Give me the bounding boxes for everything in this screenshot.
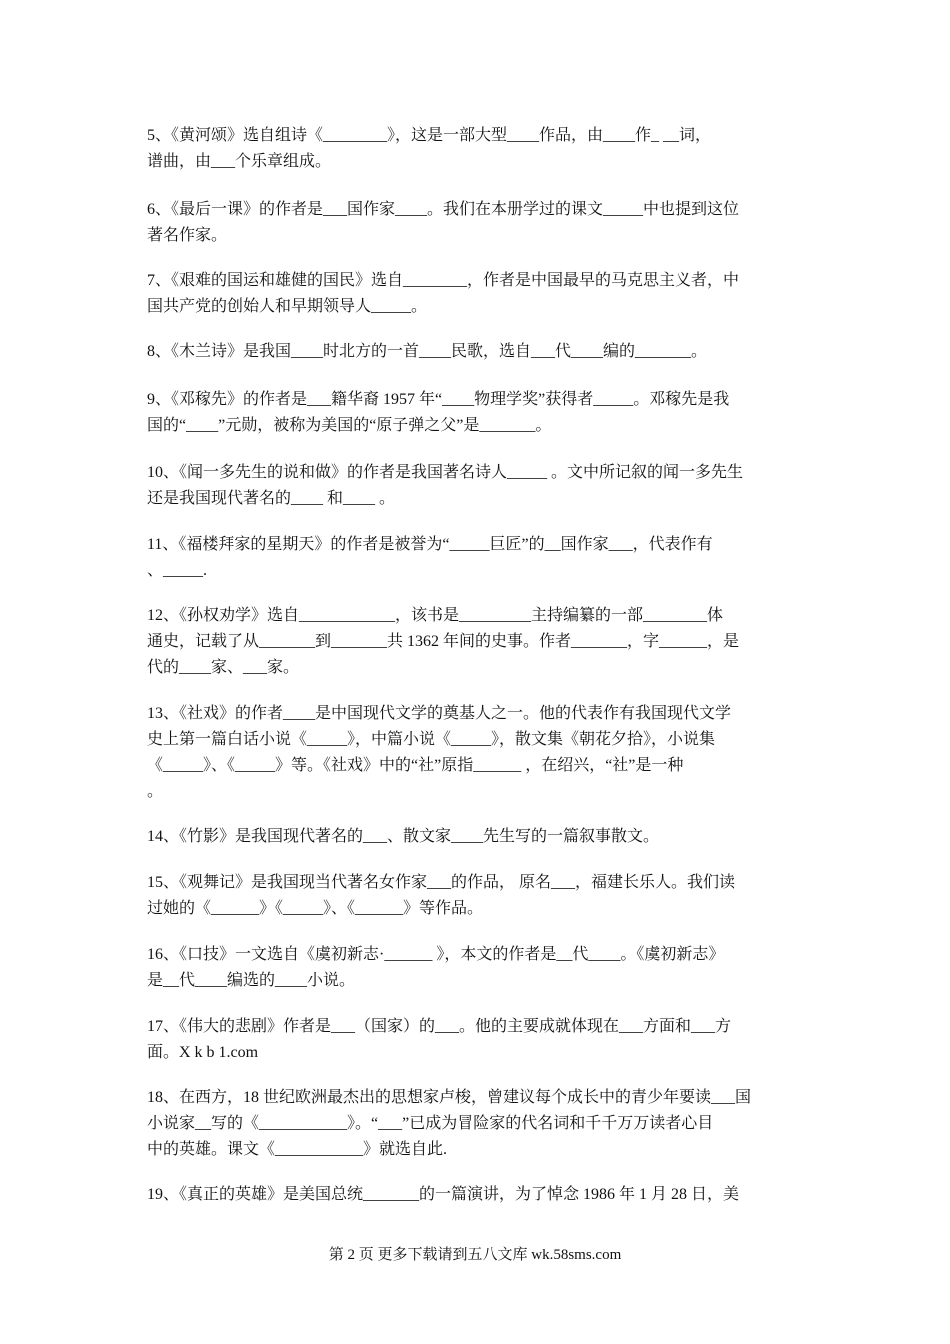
question-line: 是__代____编选的____小说。 [147,972,356,989]
question-line: 7、《艰难的国运和雄健的国民》选自________，作者是中国最早的马克思主义者，中 [147,272,740,289]
question-13 [147,701,807,805]
question-line: 《_____》、《_____》等。《社戏》中的“社”原指______ ，在绍兴，“社”是一种 [147,757,684,774]
question-line: 5、《黄河颂》选自组诗《________》，这是一部大型____作品，由____作_ __词， [147,127,712,144]
question-line: 8、《木兰诗》是我国____时北方的一首____民歌，选自___代____编的_______。 [147,343,708,360]
question-line: 13、《社戏》的作者____是中国现代文学的奠基人之一。他的代表作有我国现代文学 [147,705,732,722]
question-line: 过她的《______》《_____》、《______》等作品。 [147,900,484,917]
question-line: 面。X k b 1.com [147,1044,259,1061]
question-18 [147,1085,807,1163]
question-11 [147,532,807,584]
question-line: 17、《伟大的悲剧》作者是___（国家）的___。他的主要成就体现在___方面和___方 [147,1018,732,1035]
question-line: 14、《竹影》是我国现代著名的___、散文家____先生写的一篇叙事散文。 [147,828,660,845]
question-17 [147,1014,807,1066]
question-line: 18、在西方，18 世纪欧洲最杰出的思想家卢梭，曾建议每个成长中的青少年要读___国 [147,1089,752,1106]
question-line: 通史，记载了从_______到_______共 1362 年间的史事。作者_______，字______，是 [147,633,740,650]
question-line: 16、《口技》一文选自《虞初新志·______ 》，本文的作者是__代____。《虞初新志》 [147,946,725,963]
question-line: 国的“____”元勋，被称为美国的“原子弹之父”是_______。 [147,417,552,434]
question-line: 9、《邓稼先》的作者是___籍华裔 1957 年“____物理学奖”获得者_____。邓稼先是我 [147,391,730,408]
question-line: 谱曲，由___个乐章组成。 [147,153,332,170]
question-16 [147,942,807,994]
question-line: 12、《孙权劝学》选自____________，该书是_________主持编纂的一部________体 [147,607,724,624]
question-line: 11、《福楼拜家的星期天》的作者是被誉为“_____巨匠”的__国作家___，代表作有 [147,536,713,553]
question-line: 6、《最后一课》的作者是___国作家____。我们在本册学过的课文_____中也提到这位 [147,201,740,218]
question-10 [147,460,807,512]
question-9 [147,387,807,439]
question-line: 中的英雄。课文《___________》就选自此. [147,1141,448,1158]
question-6 [147,197,807,249]
question-line: 国共产党的创始人和早期领导人_____。 [147,298,428,315]
question-line: 小说家__写的《___________》。“___”已成为冒险家的代名词和千千万万读者心目 [147,1115,714,1132]
question-5 [147,123,807,175]
question-12 [147,603,807,681]
question-line: 15、《观舞记》是我国现当代著名女作家___的作品， 原名___，福建长乐人。我们读 [147,874,736,891]
question-14 [147,824,807,850]
question-8 [147,339,807,365]
question-line: 还是我国现代著名的____ 和____ 。 [147,490,396,507]
question-line: 10、《闻一多先生的说和做》的作者是我国著名诗人_____ 。文中所记叙的闻一多先生 [147,464,744,481]
question-line: 代的____家、___家。 [147,659,300,676]
page-footer: 第 2 页 更多下载请到五八文库 wk.58sms.com [328,1247,622,1263]
question-7 [147,268,807,320]
question-line: 著名作家。 [147,227,228,244]
question-line: 19、《真正的英雄》是美国总统_______的一篇演讲，为了悼念 1986 年 1 月 28 日，美 [147,1186,740,1203]
question-line: 史上第一篇白话小说《_____》，中篇小说《_____》，散文集《朝花夕拾》，小说集 [147,731,716,748]
question-line: 。 [147,783,164,800]
question-15 [147,870,807,922]
question-19 [147,1182,807,1208]
question-line: 、_____. [147,562,208,579]
